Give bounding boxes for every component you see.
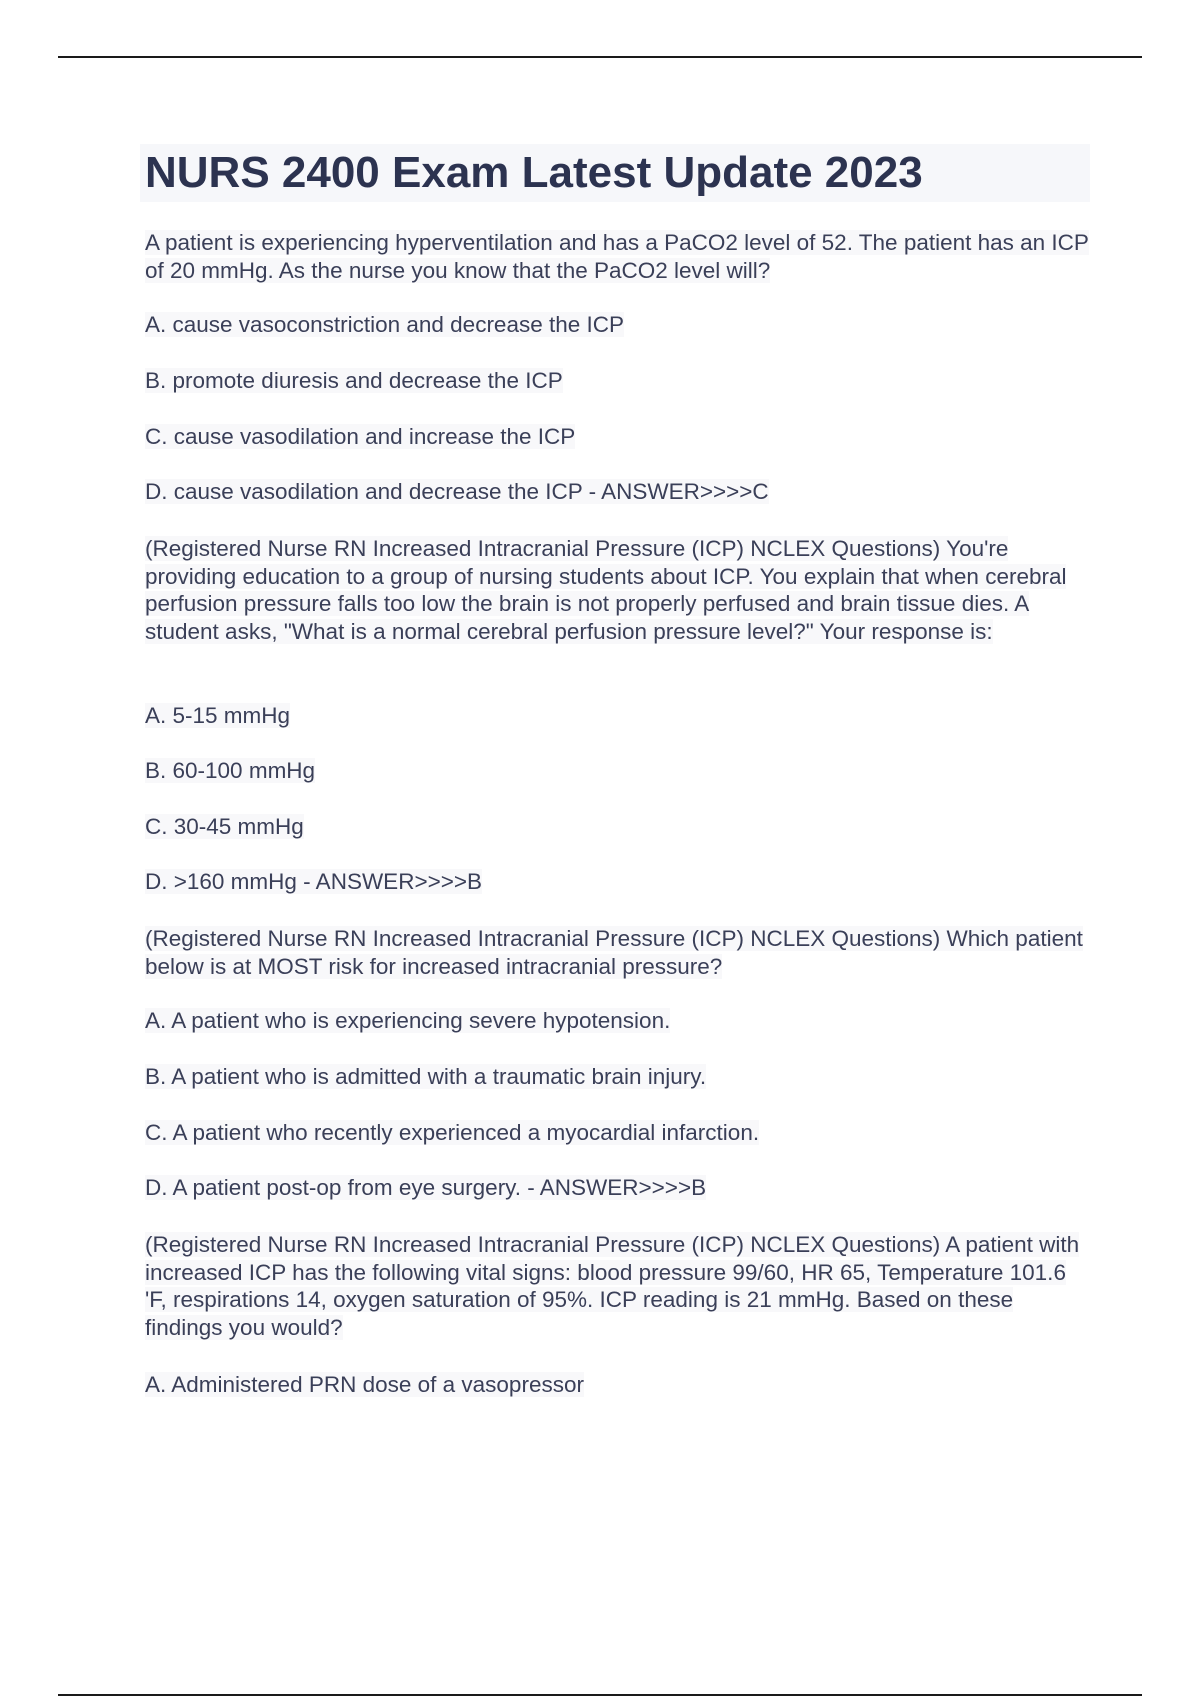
question-stem: [145, 535, 1090, 645]
question-stem: [145, 229, 1090, 284]
option: [145, 813, 1090, 841]
option: [145, 1119, 1090, 1147]
option: [145, 1174, 1090, 1202]
question-3-option-d-answer: D. A patient post-op from eye surgery. - ANSWER>>>>B: [145, 1175, 707, 1200]
option: [145, 423, 1090, 451]
option: [145, 1371, 1090, 1399]
question-2-option-a: A. 5-15 mmHg: [145, 703, 291, 728]
header-rule: [58, 56, 1142, 58]
document-title: NURS 2400 Exam Latest Update 2023: [145, 148, 923, 197]
question-1-option-d-answer: D. cause vasodilation and decrease the ICP - ANSWER>>>>C: [145, 479, 769, 504]
option: [145, 702, 1090, 730]
option: [145, 478, 1090, 506]
question-1-option-a: A. cause vasoconstriction and decrease the ICP: [145, 312, 625, 337]
question-stem: [145, 925, 1090, 980]
question-stem: [145, 1231, 1090, 1341]
option: [145, 311, 1090, 339]
option: [145, 868, 1090, 896]
question-2-option-d-answer: D. >160 mmHg - ANSWER>>>>B: [145, 869, 483, 894]
question-3-option-c: C. A patient who recently experienced a myocardial infarction.: [145, 1120, 760, 1145]
option: [145, 1063, 1090, 1091]
question-1-option-c: C. cause vasodilation and increase the ICP: [145, 424, 576, 449]
question-3-stem: (Registered Nurse RN Increased Intracranial Pressure (ICP) NCLEX Questions) Which patient below is at MOST risk for increased intracranial pressure?: [145, 926, 1083, 979]
question-1-stem: A patient is experiencing hyperventilation and has a PaCO2 level of 52. The patient has an ICP of 20 mmHg. As the nurse you know that the PaCO2 level will?: [145, 230, 1089, 283]
question-3-option-a: A. A patient who is experiencing severe hypotension.: [145, 1008, 671, 1033]
option: [145, 367, 1090, 395]
question-4-stem: (Registered Nurse RN Increased Intracranial Pressure (ICP) NCLEX Questions) A patient with increased ICP has the following vital signs: blood pressure 99/60, HR 65, Temperature 101.6 'F, respirations 14, oxygen saturation of 95%. ICP reading is 21 mmHg. Based on these findings you would?: [145, 1232, 1080, 1340]
footer-rule: [58, 1694, 1142, 1696]
question-2-stem: (Registered Nurse RN Increased Intracranial Pressure (ICP) NCLEX Questions) You're providing education to a group of nursing students about ICP. You explain that when cerebral perfusion pressure falls too low the brain is not properly perfused and brain tissue dies. A student asks, "What is a normal cerebral perfusion pressure level?" Your response is:: [145, 536, 1067, 644]
option: [145, 1007, 1090, 1035]
question-2-option-b: B. 60-100 mmHg: [145, 758, 316, 783]
question-4-option-a: A. Administered PRN dose of a vasopressor: [145, 1372, 584, 1397]
question-3-option-b: B. A patient who is admitted with a traumatic brain injury.: [145, 1064, 707, 1089]
question-1-option-b: B. promote diuresis and decrease the ICP: [145, 368, 563, 393]
question-2-option-c: C. 30-45 mmHg: [145, 814, 304, 839]
option: [145, 757, 1090, 785]
